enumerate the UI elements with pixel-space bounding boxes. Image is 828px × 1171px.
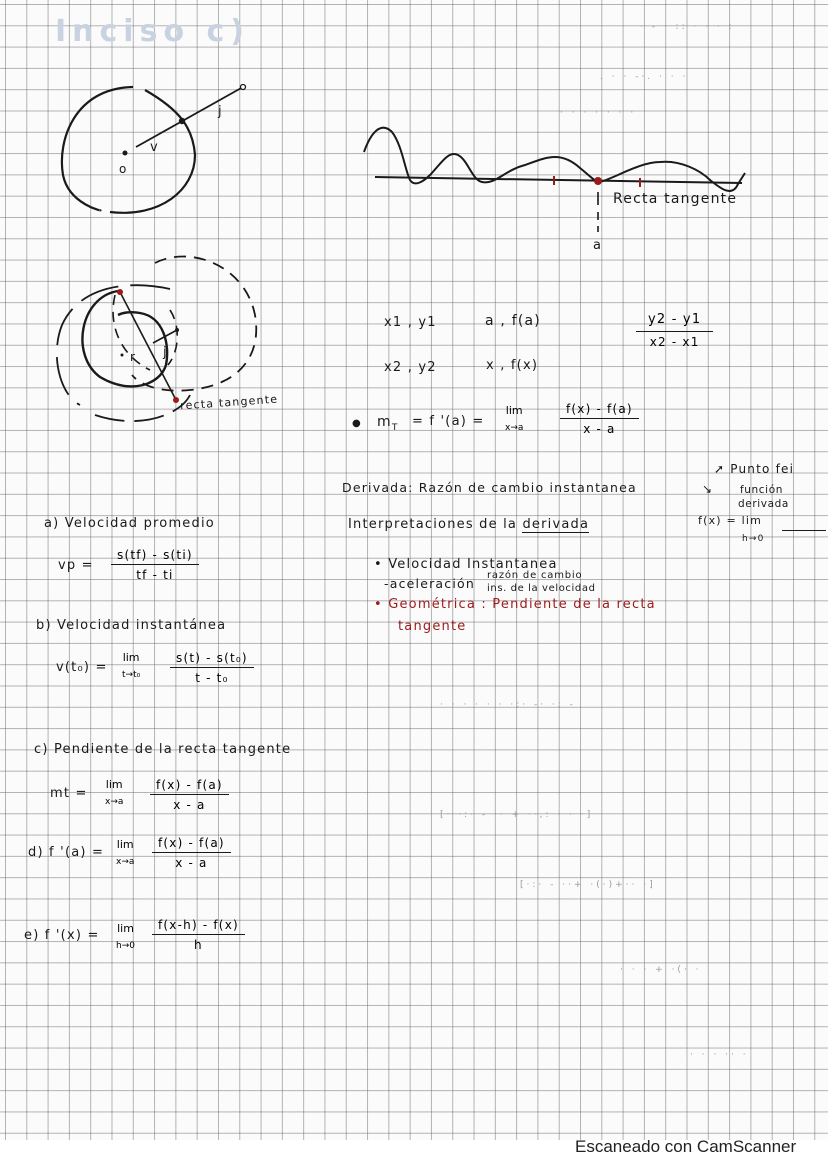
faded-title: Inciso c) (55, 14, 250, 49)
lim-sub: x→a (505, 423, 524, 433)
section-c-limit (105, 778, 123, 807)
point-2-coords: x2 , y2 (384, 360, 437, 375)
section-a-fraction (111, 548, 199, 582)
side-formula: f(x) = lim (698, 514, 763, 527)
mt-fraction (560, 402, 639, 436)
mt-limit (505, 404, 523, 433)
section-b-denominator: t - t₀ (195, 671, 229, 685)
arrow-point-note: ➚ Punto fei (714, 462, 795, 476)
point-a-coords: a , f(a) (485, 313, 541, 329)
lim-sub: x→a (116, 857, 135, 867)
section-c-lhs: mt = (50, 786, 88, 801)
slope-formula (636, 312, 713, 349)
section-e-limit (116, 922, 135, 951)
section-e-numerator: f(x-h) - f(x) (152, 918, 245, 935)
derivative-definition: Derivada: Razón de cambio instantanea (342, 480, 637, 495)
bleed-through-marks: · · · + ·(· · (620, 965, 702, 975)
section-a-lhs: vp = (58, 558, 94, 573)
point-a-label: a (593, 238, 603, 253)
side-formula-sub: h→0 (742, 534, 765, 544)
interpretation-geometric: • Geométrica : Pendiente de la recta (374, 597, 656, 612)
point-1-coords: x1 , y1 (384, 315, 437, 330)
section-b-numerator: s(t) - s(t₀) (170, 651, 254, 668)
section-a-numerator: s(tf) - s(ti) (111, 548, 199, 565)
section-a-denominator: tf - ti (136, 568, 174, 582)
bleed-through-marks: [· ·:· - ·· + ··,: · · ·] (440, 810, 594, 820)
interpretation-velocity: • Velocidad Instantanea (374, 557, 558, 572)
lim-sub: x→a (105, 797, 124, 807)
section-d-denominator: x - a (175, 856, 208, 870)
bleed-through-marks: . · · -·. · · · (600, 72, 689, 82)
section-e-fraction (152, 918, 245, 952)
section-c-denominator: x - a (173, 798, 206, 812)
section-b-heading: b) Velocidad instantánea (36, 618, 227, 633)
section-c-numerator: f(x) - f(a) (150, 778, 229, 795)
interpretation-acceleration: -aceleración (384, 576, 476, 591)
inner-radius-label: r (130, 350, 137, 364)
tangent-line-caption: Recta tangente (613, 191, 738, 207)
bleed-through-marks: [·:· - ··+ ·(·)+·· ·] (520, 880, 656, 890)
section-c-fraction (150, 778, 229, 812)
section-c-heading: c) Pendiente de la recta tangente (34, 742, 292, 757)
lim-sub: h→0 (116, 941, 135, 951)
side-formula-bar (782, 530, 826, 531)
interpretations-heading: Interpretaciones de la derivada (348, 517, 590, 532)
function-note: función (740, 484, 783, 496)
point-x-coords: x , f(x) (486, 358, 539, 373)
lim-label: lim (122, 651, 140, 664)
section-e-denominator: h (194, 938, 203, 952)
bleed-through-marks: · · · · · · ·:· -· ·: - (440, 700, 576, 710)
section-d-limit (116, 838, 134, 867)
tangent-circles-diagram (40, 255, 280, 435)
section-b-fraction (170, 651, 254, 685)
scanner-watermark: Escaneado con CamScanner (575, 1137, 797, 1156)
section-d-lhs: d) f '(a) = (28, 845, 105, 860)
bleed-through-marks: · · · ·· · (690, 1050, 749, 1060)
acceleration-note-1: razón de cambio (487, 570, 583, 581)
mt-lhs: $m_T$ (377, 414, 399, 433)
slope-numerator: y2 - y1 (636, 312, 713, 332)
section-a-heading: a) Velocidad promedio (44, 516, 215, 531)
curve-tangent-diagram (360, 110, 760, 190)
bullet-icon: ● (352, 418, 362, 429)
section-d-numerator: f(x) - f(a) (152, 836, 231, 853)
mt-denominator: x - a (583, 422, 616, 436)
interpretation-geometric-cont: tangente (398, 619, 467, 634)
lim-label: lim (116, 838, 134, 851)
section-d-fraction (152, 836, 231, 870)
section-e-lhs: e) f '(x) = (24, 928, 100, 943)
lim-label: lim (505, 404, 523, 417)
lim-label: lim (117, 922, 134, 935)
acceleration-note-2: ins. de la velocidad (487, 583, 596, 594)
radius-label: v (150, 140, 159, 155)
section-b-limit (122, 651, 140, 680)
arrow-icon: ↘ (702, 482, 714, 496)
tangent-line-caption: recta tangente (179, 392, 279, 413)
lim-label: lim (105, 778, 123, 791)
function-note-2: derivada (738, 498, 789, 510)
bleed-through-marks: · - · :: · · · : (640, 22, 735, 32)
lim-sub: t→t₀ (122, 670, 141, 680)
outer-segment-label: j (163, 345, 168, 360)
center-label: o (119, 162, 128, 176)
outer-segment-label: j (218, 104, 223, 119)
bleed-through-marks: · · · · · · · (560, 108, 637, 118)
mt-derivative: = f '(a) = (412, 414, 485, 429)
section-b-lhs: v(t₀) = (56, 660, 108, 675)
slope-denominator: x2 - x1 (649, 335, 700, 349)
mt-numerator: f(x) - f(a) (560, 402, 639, 419)
